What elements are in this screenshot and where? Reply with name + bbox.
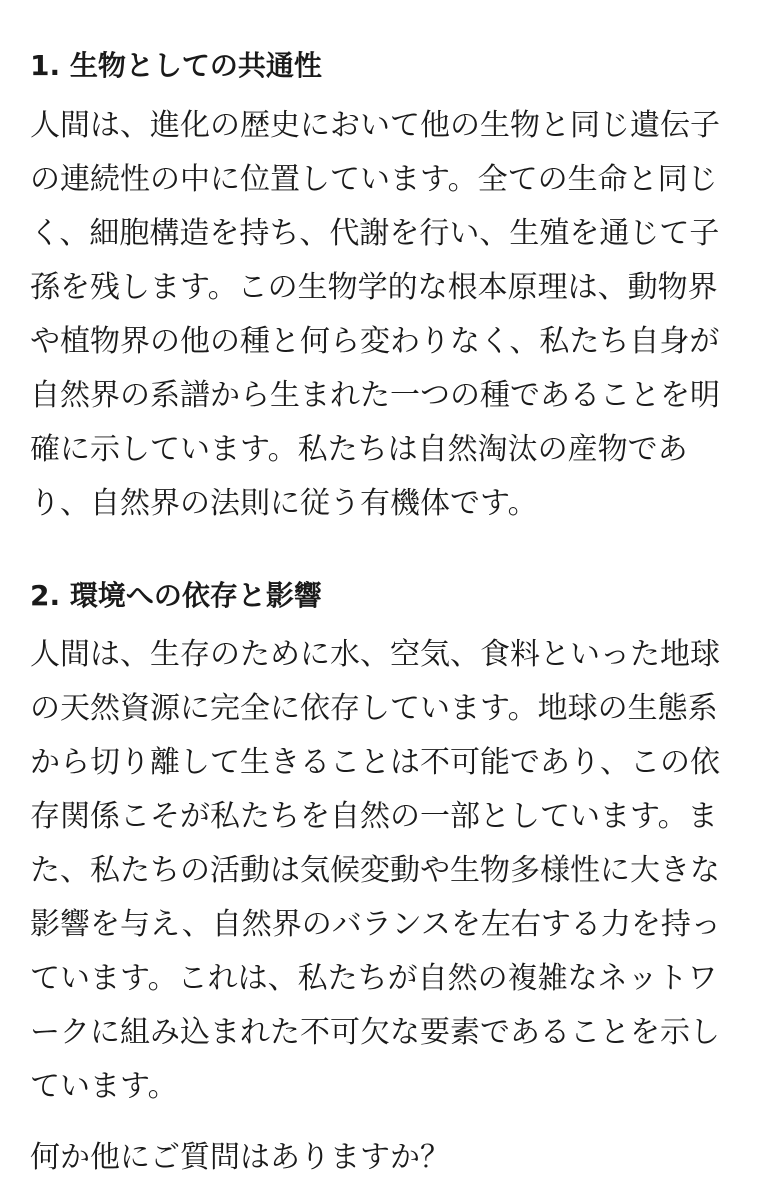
closing-question: 何か他にご質問はありますか？: [30, 1140, 450, 1175]
paragraph-line: の天然資源に完全に依存しています。地球の生態系: [30, 691, 718, 726]
paragraph-line: から切り離して生きることは不可能であり、この依: [30, 745, 720, 780]
paragraph-line: 自然界の系譜から生まれた一つの種であることを明: [30, 378, 720, 413]
paragraph-line: 確に示しています。私たちは自然淘汰の産物であ: [30, 432, 688, 467]
paragraph-line: 存関係こそが私たちを自然の一部としています。ま: [30, 799, 718, 834]
paragraph-line: 影響を与え、自然界のバランスを左右する力を持っ: [30, 907, 721, 942]
paragraph-line: た、私たちの活動は気候変動や生物多様性に大きな: [30, 853, 720, 888]
paragraph-line: ています。これは、私たちが自然の複雑なネットワ: [30, 961, 718, 996]
paragraph-line: り、自然界の法則に従う有機体です。: [30, 486, 538, 521]
paragraph-line: の連続性の中に位置しています。全ての生命と同じ: [30, 162, 718, 197]
paragraph-line: や植物界の他の種と何ら変わりなく、私たち自身が: [30, 324, 720, 359]
paragraph-line: 孫を残します。この生物学的な根本原理は、動物界: [30, 270, 718, 305]
section-paragraph-environment: [30, 628, 721, 1114]
paragraph-line: 人間は、進化の歴史において他の生物と同じ遺伝子: [30, 108, 720, 143]
section-paragraph-common-traits: [30, 99, 720, 531]
paragraph-line: ークに組み込まれた不可欠な要素であることを示し: [30, 1015, 720, 1050]
section-heading-common-traits: 1. 生物としての共通性: [30, 49, 322, 82]
paragraph-line: ています。: [30, 1069, 178, 1104]
section-heading-environment: 2. 環境への依存と影響: [30, 579, 322, 612]
paragraph-line: 人間は、生存のために水、空気、食料といった地球: [30, 637, 720, 672]
paragraph-line: く、細胞構造を持ち、代謝を行い、生殖を通じて子: [30, 216, 720, 251]
